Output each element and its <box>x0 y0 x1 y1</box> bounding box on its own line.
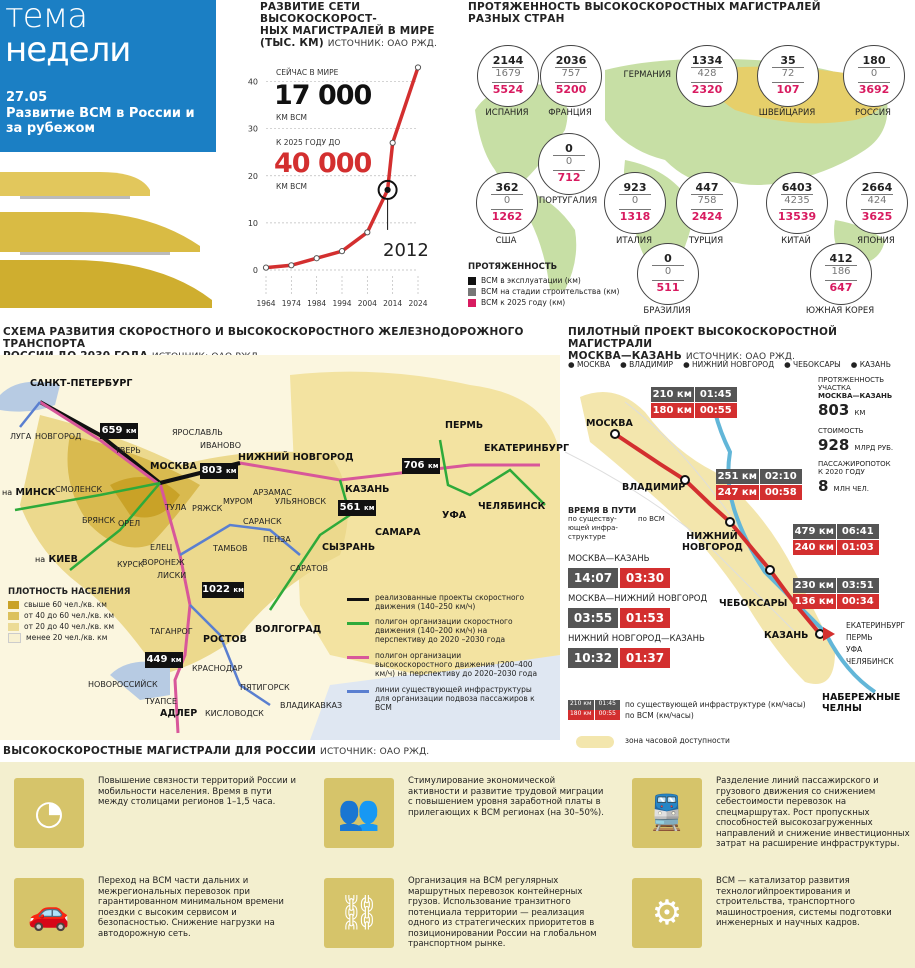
line-legend-item-3: полигон организации высокоскоростного движения (200–400 км/ч) на перспективу до 2020–2030 года <box>347 651 547 685</box>
density-swatch <box>8 601 19 609</box>
route-existing-time: 14:07 <box>568 568 618 588</box>
construction-value: 0 <box>631 195 639 206</box>
density-swatch <box>8 633 21 643</box>
theme-subtitle: Развитие ВСМ в России и за рубежом <box>6 106 195 136</box>
city-moscow: МОСКВА <box>150 461 197 472</box>
density-swatch <box>8 612 19 620</box>
density-item-4: менее 20 чел./кв. км <box>8 632 148 643</box>
planned-value: 511 <box>656 281 680 294</box>
pilot-further-destinations: ЕКАТЕРИНБУРГ ПЕРМЬ УФА ЧЕЛЯБИНСК <box>846 621 906 666</box>
x-tick-label: 1964 <box>256 299 276 308</box>
operating-value: 180 <box>862 54 886 67</box>
existing-km: 210 км <box>652 389 692 400</box>
line-green-kiev <box>70 483 160 570</box>
operating-value: 362 <box>495 181 519 194</box>
data-point <box>339 249 344 254</box>
stop-item: ● МОСКВА <box>568 360 611 369</box>
city-label: ЯРОСЛАВЛЬ <box>172 428 223 437</box>
benefit-text: Организация на ВСМ регулярных маршрутных перевозок контейнерных грузов. Использование транзитного потенциала территории — реализация одного из стратегических приоритетов в позиционировании России на глобальном транспортном рынке. <box>408 876 597 949</box>
city-label: ПЯТИГОРСК <box>240 683 290 692</box>
route-name: МОСКВА—КАЗАНЬ <box>568 554 650 564</box>
city-rostov: РОСТОВ <box>203 634 247 645</box>
benefits-title: ВЫСОКОСКОРОСТНЫЕ МАГИСТРАЛИ ДЛЯ РОССИИ ИСТОЧНИК: ОАО РЖД. <box>3 745 430 757</box>
city-chelyabinsk: ЧЕЛЯБИНСК <box>478 501 546 512</box>
city-label: ЛИСКИ <box>157 571 187 580</box>
operating-value: 35 <box>780 54 796 67</box>
operating-value: 2664 <box>861 181 893 194</box>
russia-scheme-title: СХЕМА РАЗВИТИЯ СКОРОСТНОГО И ВЫСОКОСКОРОСТНОГО ЖЕЛЕЗНОДОРОЖНОГО ТРАНСПОРТА <box>3 326 563 363</box>
y-tick-label: 10 <box>247 218 258 228</box>
y-tick-label: 0 <box>252 266 258 275</box>
now-label: СЕЙЧАС В МИРЕ <box>276 68 339 77</box>
density-item-2: от 40 до 60 чел./кв. км <box>8 610 148 621</box>
city-ekb: ЕКАТЕРИНБУРГ <box>484 443 570 454</box>
country-name: ЯПОНИЯ <box>857 236 895 246</box>
segment-box <box>651 387 737 418</box>
country-bubble <box>676 45 738 107</box>
theme-banner <box>0 0 216 152</box>
planned-value: 13539 <box>777 210 817 223</box>
pilot-stops-bar <box>568 360 913 369</box>
existing-time: 01:45 <box>694 387 738 402</box>
distance-pill-moscow-rostov: 1022 км <box>202 582 244 598</box>
construction-value: 424 <box>867 195 887 206</box>
country-name: РОССИЯ <box>855 108 891 118</box>
city-volgograd: ВОЛГОГРАД <box>255 624 322 635</box>
legend-item-operating: ВСМ в эксплуатации (км) <box>468 275 648 286</box>
pilot-city-chelny: НАБЕРЕЖНЫЕ ЧЕЛНЫ <box>822 692 901 714</box>
legend-item-construction: ВСМ на стадии строительства (км) <box>468 286 648 297</box>
planned-value: 107 <box>776 83 800 96</box>
data-point <box>263 265 268 270</box>
country-bubble <box>604 172 666 234</box>
pilot-title: ПИЛОТНЫЙ ПРОЕКТ ВЫСОКОСКОРОСТНОЙ МАГИСТРАЛИ МОСКВА—КАЗАНЬ ИСТОЧНИК: ОАО РЖД. <box>568 326 838 362</box>
y-tick-label: 20 <box>247 171 258 181</box>
data-point <box>365 230 370 235</box>
distance-pill-kazan-ekb: 706 км <box>402 458 440 474</box>
city-label: САРАТОВ <box>290 564 329 573</box>
country-name: ЮЖНАЯ КОРЕЯ <box>805 306 875 316</box>
route-existing-time: 10:32 <box>568 648 618 668</box>
segment-box <box>793 578 879 609</box>
operating-value: 923 <box>623 181 647 194</box>
legend-title: ПРОТЯЖЕННОСТЬ <box>468 262 558 272</box>
line-swatch <box>347 656 369 659</box>
city-label: ЕЛЕЦ <box>150 543 173 552</box>
city-label: КРАСНОДАР <box>192 664 243 673</box>
highlight-dot <box>385 187 391 193</box>
crane-icon: ⛓ <box>324 878 394 948</box>
pilot-city-moscow: МОСКВА <box>586 418 633 429</box>
route-name: НИЖНИЙ НОВГОРОД—КАЗАНЬ <box>568 634 705 644</box>
vsm-time: 00:58 <box>759 485 803 500</box>
construction-value: 757 <box>561 68 581 79</box>
planned-value: 2424 <box>691 210 723 223</box>
existing-km: 479 км <box>794 526 834 537</box>
x-tick-label: 2014 <box>383 299 403 308</box>
construction-value: 1679 <box>495 68 521 79</box>
density-item-3: от 20 до 40 чел./кв. км <box>8 621 148 632</box>
future-value: 40 000 <box>274 148 372 179</box>
operating-value: 447 <box>695 181 719 194</box>
country-bubble <box>476 172 538 234</box>
distance-pill-rostov-adler: 449 км <box>145 652 183 668</box>
planned-value: 3692 <box>858 83 890 96</box>
existing-time: 06:41 <box>836 524 880 539</box>
country-name: ШВЕЙЦАРИЯ <box>758 108 816 118</box>
country-bubble <box>757 45 819 107</box>
country-name: ПОРТУГАЛИЯ <box>538 196 598 206</box>
line-legend <box>347 593 547 715</box>
pilot-legend: 210 км 01:45 180 км 00:55 по существующей инфраструктуре (км/часы) по ВСМ (км/часы) зона часовой доступности <box>568 700 908 750</box>
stop-item: ● ВЛАДИМИР <box>620 360 674 369</box>
legend-item-2025: ВСМ к 2025 году (км) <box>468 297 648 308</box>
data-point <box>289 263 294 268</box>
brand-line2: недели <box>5 30 131 70</box>
city-spb: САНКТ-ПЕТЕРБУРГ <box>30 378 133 389</box>
city-minsk: на МИНСК <box>2 487 56 498</box>
planned-value: 647 <box>829 281 853 294</box>
city-label: ТУАПСЕ <box>145 697 177 706</box>
x-tick-label: 1984 <box>307 299 327 308</box>
country-name: США <box>495 236 517 246</box>
operating-value: 412 <box>829 252 853 265</box>
existing-km: 230 км <box>794 580 834 591</box>
city-label: КУРСК <box>117 560 144 569</box>
vsm-time: 00:34 <box>836 594 880 609</box>
density-legend: ПЛОТНОСТЬ НАСЕЛЕНИЯ свыше 60 чел./кв. км от 40 до 60 чел./кв. км от 20 до 40 чел./кв. км менее 20 чел./кв. км <box>8 587 148 643</box>
city-kazan: КАЗАНЬ <box>345 484 390 495</box>
stop-item: ● НИЖНИЙ НОВГОРОД <box>683 360 775 369</box>
pilot-city-vladimir: ВЛАДИМИР <box>622 482 686 493</box>
benefit-text: Разделение линий пассажирского и грузового движения со снижением себестоимости перевозок на спецмаршрутах. Рост пропускных способностей высокозагруженных направлений и снижение инвестиционных затрат на расширение инфраструктуры. <box>716 776 910 849</box>
country-name: ГЕРМАНИЯ <box>623 70 671 80</box>
future-unit: КМ ВСМ <box>276 182 308 191</box>
city-kiev: на КИЕВ <box>35 554 78 565</box>
operating-value: 0 <box>664 252 672 265</box>
benefit-text: Повышение связности территорий России и мобильности населения. Время в пути между столицами регионов 1–1,5 часа. <box>98 776 296 807</box>
pilot-stats: ПРОТЯЖЕННОСТЬ УЧАСТКА МОСКВА—КАЗАНЬ 803 КМ СТОИМОСТЬ 928 МЛРД РУБ. ПАССАЖИРОПОТОК К 2020 ГОДУ 8 МЛН ЧЕЛ. <box>818 376 894 495</box>
construction-value: 0 <box>870 68 878 79</box>
operating-value: 1334 <box>691 54 723 67</box>
line-hsr-spb-moscow <box>40 402 160 485</box>
city-syzran: СЫЗРАНЬ <box>322 542 376 553</box>
line-swatch <box>347 622 369 625</box>
line-legend-item-4: линии существующей инфраструктуры для организации подвоза пассажиров к ВСМ <box>347 685 547 715</box>
city-label: ЛУГА <box>10 432 32 441</box>
planned-value: 1262 <box>491 210 523 223</box>
city-label: СМОЛЕНСК <box>55 485 103 494</box>
planned-value: 5200 <box>555 83 587 96</box>
pilot-city-nn: НИЖНИЙ НОВГОРОД <box>682 531 743 553</box>
train-noses-illustration <box>0 160 218 310</box>
line-blue-spb <box>20 402 40 427</box>
country-bubble <box>538 133 600 195</box>
now-unit: КМ ВСМ <box>276 113 308 122</box>
mini-time-box: 210 км 01:45 180 км 00:55 <box>568 700 620 720</box>
distance-pill-spb-moscow: 659 км <box>100 423 138 439</box>
city-label: ТУЛА <box>165 503 187 512</box>
planned-value: 712 <box>557 171 581 184</box>
brand-line1: тема <box>5 0 88 36</box>
benefit-text: Стимулирование экономической активности и развитие трудовой миграции с повышением уровня заработной платы в прилегающих к ВСМ регионах (на 30–50%). <box>408 776 604 818</box>
stop-item: ● КАЗАНЬ <box>850 360 891 369</box>
line-legend-item-2: полигон организации скоростного движения (140–200 км/ч) на перспективу до 2020 –2030 года <box>347 617 547 651</box>
now-value: 17 000 <box>274 80 372 111</box>
vsm-km: 136 км <box>794 596 834 607</box>
vsm-time: 00:55 <box>694 403 738 418</box>
existing-time: 03:51 <box>836 578 880 593</box>
country-bubble <box>766 172 828 234</box>
country-name: ИСПАНИЯ <box>485 108 529 118</box>
travel-time-block: ВРЕМЯ В ПУТИ по существу- ющей инфра- структуре по ВСМ <box>568 506 665 541</box>
construction-value: 186 <box>831 266 851 277</box>
city-label: БРЯНСК <box>82 516 116 525</box>
benefits-source: ИСТОЧНИК: ОАО РЖД. <box>320 747 430 757</box>
planned-value: 5524 <box>492 83 524 96</box>
y-tick-label: 40 <box>247 77 258 87</box>
construction-value: 4235 <box>784 195 810 206</box>
x-tick-label: 1994 <box>332 299 352 308</box>
line-hsr-moscow-adler <box>160 483 190 733</box>
vsm-time: 01:03 <box>836 540 880 555</box>
stop-item: ● ЧЕБОКСАРЫ <box>784 360 841 369</box>
country-name: ТУРЦИЯ <box>688 236 724 246</box>
operating-value: 2144 <box>492 54 524 67</box>
planned-value: 3625 <box>861 210 893 223</box>
vsm-km: 180 км <box>652 405 692 416</box>
pilot-city-cheb: ЧЕБОКСАРЫ <box>719 598 788 609</box>
clock-icon: ◔ <box>14 778 84 848</box>
pilot-source: ИСТОЧНИК: ОАО РЖД. <box>685 352 796 362</box>
x-tick-label: 2004 <box>357 299 377 308</box>
country-bubble <box>477 45 539 107</box>
benefit-text: Переход на ВСМ части дальних и межрегиональных перевозок при гарантированном минимальном времени поездки с высоким сервисом и безопасностью. Снижение нагрузки на автодорожную сеть. <box>98 876 284 939</box>
country-name: КИТАЙ <box>781 236 811 246</box>
workers-icon: 👥 <box>324 778 394 848</box>
density-item-1: свыше 60 чел./кв. км <box>8 599 148 610</box>
segment-box <box>793 524 879 555</box>
city-label: ПЕНЗА <box>263 535 291 544</box>
country-name: ФРАНЦИЯ <box>548 108 592 118</box>
planned-value: 1318 <box>619 210 651 223</box>
countries-legend <box>468 262 648 308</box>
gears-icon: ⚙ <box>632 878 702 948</box>
x-tick-label: 2024 <box>408 299 428 308</box>
future-label: К 2025 ГОДУ ДО <box>276 138 341 147</box>
city-label: РЯЖСК <box>192 504 223 513</box>
distance-pill-moscow-nn: 803 км <box>200 463 238 479</box>
construction-value: 428 <box>697 68 717 79</box>
city-label: ОРЕЛ <box>118 519 141 528</box>
country-name: БРАЗИЛИЯ <box>643 306 691 316</box>
x-tick-label: 1974 <box>281 299 301 308</box>
country-bubble <box>846 172 908 234</box>
highlight-year: 2012 <box>383 240 429 261</box>
operating-value: 6403 <box>781 181 813 194</box>
construction-value: 0 <box>503 195 511 206</box>
city-label: НОВГОРОД <box>35 432 82 441</box>
country-bubble <box>676 172 738 234</box>
countries-title: ПРОТЯЖЕННОСТЬ ВЫСОКОСКОРОСТНЫХ МАГИСТРАЛЕЙ РАЗНЫХ СТРАН <box>468 1 821 25</box>
country-name: ИТАЛИЯ <box>615 236 653 246</box>
data-point <box>314 256 319 261</box>
construction-value: 758 <box>697 195 717 206</box>
vsm-km: 247 км <box>717 487 757 498</box>
line-swatch <box>347 598 369 601</box>
data-point <box>415 65 420 70</box>
route-vsm-time: 01:37 <box>620 648 670 668</box>
segment-box <box>716 469 802 500</box>
pilot-city-kazan: КАЗАНЬ <box>764 630 809 641</box>
train-icon: 🚆 <box>632 778 702 848</box>
route-vsm-time: 01:53 <box>620 608 670 628</box>
city-label: САРАНСК <box>243 517 282 526</box>
issue-date: 27.05 <box>6 90 48 105</box>
operating-value: 2036 <box>555 54 587 67</box>
construction-value: 72 <box>781 68 795 79</box>
city-ufa: УФА <box>442 510 467 521</box>
construction-value: 0 <box>664 266 672 277</box>
city-label: ИВАНОВО <box>200 441 242 450</box>
city-label: УЛЬЯНОВСК <box>275 497 327 506</box>
country-bubble <box>810 243 872 305</box>
city-label: ТАМБОВ <box>213 544 248 553</box>
existing-km: 251 км <box>717 471 757 482</box>
world-network-source: ИСТОЧНИК: ОАО РЖД. <box>327 39 438 49</box>
city-nn: НИЖНИЙ НОВГОРОД <box>238 452 354 463</box>
vsm-km: 240 км <box>794 542 834 553</box>
city-label: МУРОМ <box>223 497 253 506</box>
legend-swatch <box>468 299 476 307</box>
city-label: ВОРОНЕЖ <box>142 558 185 567</box>
density-swatch <box>8 623 19 631</box>
city-label: ТВЕРЬ <box>115 446 141 455</box>
line-swatch <box>347 690 369 693</box>
city-label: ТАГАНРОГ <box>150 627 193 636</box>
country-bubble <box>540 45 602 107</box>
construction-value: 0 <box>565 156 573 167</box>
data-point <box>390 140 395 145</box>
city-label: ВЛАДИКАВКАЗ <box>280 701 343 710</box>
y-tick-label: 30 <box>247 124 258 134</box>
city-perm: ПЕРМЬ <box>445 420 484 431</box>
operating-value: 0 <box>565 142 573 155</box>
route-existing-time: 03:55 <box>568 608 618 628</box>
legend-swatch <box>468 277 476 285</box>
city-label: КИСЛОВОДСК <box>205 709 264 718</box>
distance-pill-kazan-samara: 561 км <box>338 500 376 516</box>
city-label: АРЗАМАС <box>253 488 292 497</box>
route-name: МОСКВА—НИЖНИЙ НОВГОРОД <box>568 594 708 604</box>
world-network-title: РАЗВИТИЕ СЕТИ ВЫСОКОСКОРОСТ- НЫХ МАГИСТРАЛЕЙ В МИРЕ (ТЫС. КМ) ИСТОЧНИК: ОАО РЖД. <box>260 1 438 49</box>
line-legend-item-1: реализованные проекты скоростного движения (140–250 км/ч) <box>347 593 547 617</box>
route-vsm-time: 03:30 <box>620 568 670 588</box>
benefit-text: ВСМ — катализатор развития технологийпроектирования и строительства, транспортного машиностроения, системы подготовки инженерных и научных кадров. <box>716 876 892 928</box>
car-icon: 🚗 <box>14 878 84 948</box>
legend-swatch <box>468 288 476 296</box>
existing-time: 02:10 <box>759 469 803 484</box>
city-label: НОВОРОССИЙСК <box>88 680 158 689</box>
planned-value: 2320 <box>691 83 723 96</box>
country-bubble <box>843 45 905 107</box>
city-samara: САМАРА <box>375 527 421 538</box>
city-adler: АДЛЕР <box>160 708 198 719</box>
